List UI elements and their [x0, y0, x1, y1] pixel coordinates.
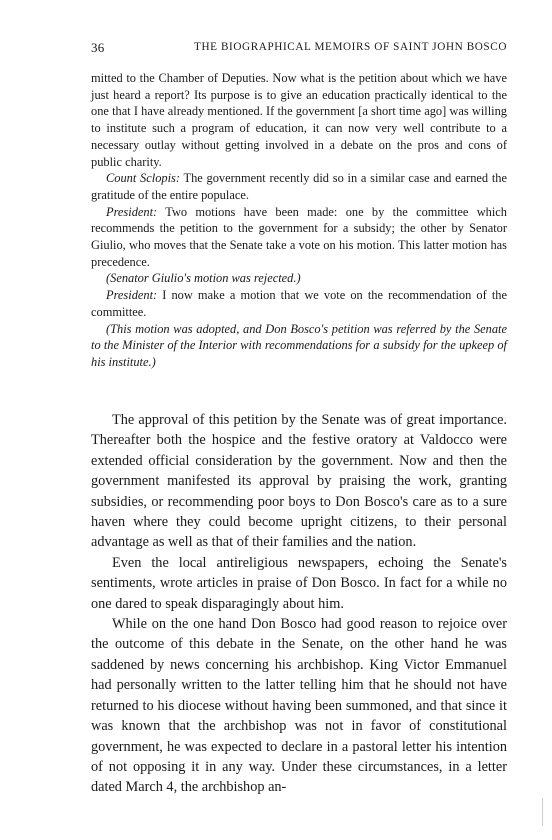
paragraph-text: I now make a motion that we vote on the recommendation of the committee.: [91, 288, 507, 319]
proceedings-paragraph: [91, 170, 507, 203]
proceedings-paragraph: [91, 204, 507, 271]
body-paragraph: The approval of this petition by the Senate was of great importance. Thereafter both the hospice and the festive oratory at Valdocco were extended official consideration by the government. Now and then the government manifested its approval by praising the work, granting subsidies, or recommending poor boys to Don Bosco's care as to a sure haven where they could become upright citizens, to their personal advantage as well as that of their families and the nation.: [91, 412, 507, 551]
running-head: [91, 40, 507, 60]
speaker-label: Count Sclopis:: [106, 171, 180, 186]
senate-proceedings: [91, 70, 507, 371]
stage-note: (This motion was adopted, and Don Bosco's petition was referred by the Senate to the Minister of the Interior with recommendations for a subsidy for the upkeep of his institute.): [91, 321, 507, 369]
running-title: THE BIOGRAPHICAL MEMOIRS OF SAINT JOHN BOSCO: [194, 41, 507, 53]
paragraph-text: The government recently did so in a similar case and earned the gratitude of the entire populace.: [91, 171, 508, 202]
speaker-label: President:: [106, 288, 158, 303]
proceedings-paragraph: [91, 321, 507, 371]
proceedings-paragraph: [91, 270, 507, 287]
page-number: 36: [91, 40, 105, 55]
paragraph-text: mitted to the Chamber of Deputies. Now what is the petition about which we have just heard a report? Its purpose is to give an education practically identical to the one that I have already mentioned. If the government [a short time ago] was willing to institute such a program of education, it can now very well contribute to a necessary outlay without getting involved in a debate on the pros and cons of public charity.: [91, 71, 507, 169]
body-paragraph: Even the local antireligious newspapers, echoing the Senate's sentiments, wrote articles in praise of Don Bosco. In fact for a while no one dared to speak disparagingly about him.: [91, 554, 507, 612]
paragraph-text: Two motions have been made: one by the committee which recommends the petition to the government for a subsidy; the other by Senator Giulio, who moves that the Senate take a vote on his motion. This latter motion has precedence.: [91, 204, 507, 269]
scan-edge-mark: [542, 798, 543, 826]
proceedings-paragraph: [91, 287, 507, 320]
stage-note: (Senator Giulio's motion was rejected.): [106, 271, 301, 286]
body-paragraph: While on the one hand Don Bosco had good reason to rejoice over the outcome of this debate in the Senate, on the other hand he was saddened by news concerning his archbishop. King Victor Emmanuel had personally written to the latter telling him that he should not have returned to his diocese without having been summoned, and that since it was known that the archbishop was not in favor of constitutional government, he was expected to declare in a pastoral letter his intention of not opposing it in any way. Under these circumstances, in a letter dated March 4, the archbishop an-: [91, 616, 507, 796]
speaker-label: President:: [106, 204, 158, 219]
proceedings-paragraph: [91, 70, 507, 170]
narrative-text: [91, 410, 507, 798]
